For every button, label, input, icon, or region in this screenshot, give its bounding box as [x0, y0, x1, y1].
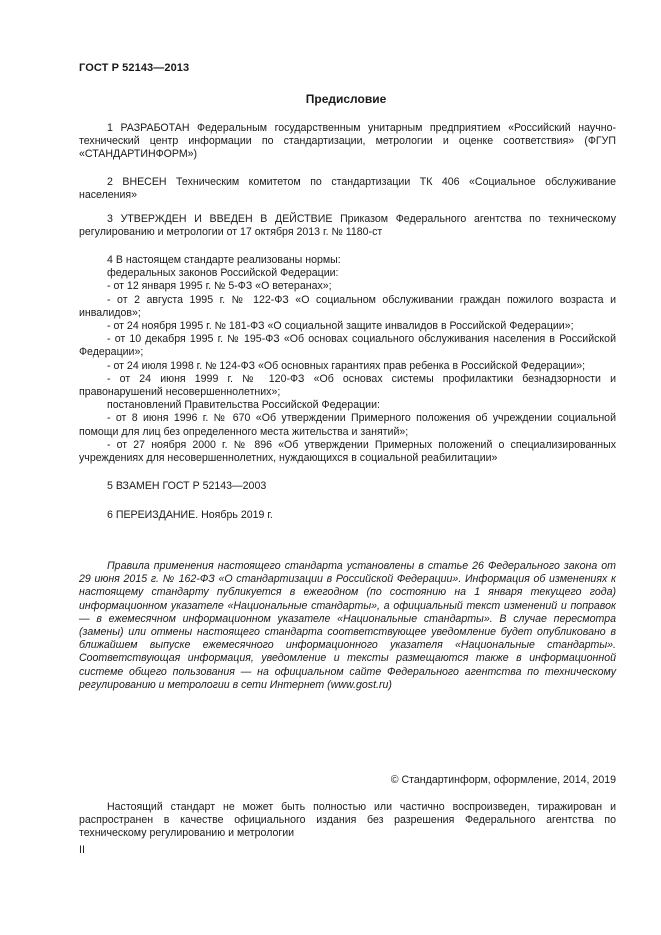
item-approved — [79, 213, 616, 239]
law-entry: - от 24 ноября 1995 г. № 181-ФЗ «О социальной защите инвалидов в Российской Федерации»; — [107, 320, 574, 333]
item-6-text: 6 ПЕРЕИЗДАНИЕ. Ноябрь 2019 г. — [107, 509, 273, 521]
decree-entry: - от 27 ноября 2000 г. № 896 «Об утверждении Примерных положений о специализированных учреждениях для несовершеннолетних, нуждающихся в социальной реабилитации» — [79, 438, 616, 465]
law-entry: - от 12 января 1995 г. № 5-ФЗ «О ветеранах»; — [107, 280, 332, 293]
item-introduced — [79, 176, 616, 202]
page-number: II — [79, 844, 85, 856]
standard-code-header: ГОСТ Р 52143—2013 — [79, 62, 190, 74]
copyright-line: © Стандартинформ, оформление, 2014, 2019 — [390, 774, 616, 786]
reproduction-text: Настоящий стандарт не может быть полностью или частично воспроизведен, тиражирован и распространен в качестве официального издания без разрешения Федерального агентства по техническому регулированию и метрологии — [79, 801, 616, 840]
law-entry: - от 24 июня 1999 г. № 120-ФЗ «Об основах системы профилактики безнадзорности и правонарушений несовершеннолетних»; — [79, 372, 616, 399]
item-1-text: 1 РАЗРАБОТАН Федеральным государственным унитарным предприятием «Российский научно-технический центр информации по стандартизации, метрологии и оценке соответствия» (ФГУП «СТАНДАРТИНФОРМ») — [79, 122, 616, 161]
section-title: Предисловие — [305, 92, 387, 106]
item-replaces — [79, 480, 616, 493]
federal-laws-label: федеральных законов Российской Федерации: — [107, 267, 339, 280]
item-3-text: 3 УТВЕРЖДЕН И ВВЕДЕН В ДЕЙСТВИЕ Приказом Федерального агентства по техническому регулированию и метрологии от 17 октября 2013 г. № 1180-ст — [79, 213, 616, 239]
item-4-text: 4 В настоящем стандарте реализованы нормы: — [107, 254, 341, 266]
reproduction-notice — [79, 801, 616, 841]
government-decrees-label: постановлений Правительства Российской Федерации: — [107, 399, 380, 412]
item-reissue — [79, 509, 616, 522]
item-2-text: 2 ВНЕСЕН Техническим комитетом по стандартизации ТК 406 «Социальное обслуживание населения» — [79, 176, 616, 202]
item-5-text: 5 ВЗАМЕН ГОСТ Р 52143—2003 — [107, 480, 267, 492]
decree-entry: - от 8 июня 1996 г. № 670 «Об утверждении Примерного положения об учреждении социальной помощи для лиц без определенного места жительства и занятий»; — [79, 412, 616, 438]
law-entry: - от 2 августа 1995 г. № 122-ФЗ «О социальном обслуживании граждан пожилого возраста и инвалидов»; — [79, 293, 616, 319]
application-rules-notice — [79, 560, 616, 692]
law-entry: - от 24 июля 1998 г. № 124-ФЗ «Об основных гарантиях прав ребенка в Российской Федерации»; — [107, 359, 586, 372]
notice-text: Правила применения настоящего стандарта установлены в статье 26 Федерального закона от 29 июня 2015 г. № 162-ФЗ «О стандартизации в Российской Федерации». Информация об изменениях к настоящему стандарту публикуется в ежегодном (по состоянию на 1 января текущего года) информационном указателе «Национальные стандарты», а официальный текст изменений и поправок — в ежемесячном информационном указателе «Национальные стандарты». В случае пересмотра (замены) или отмены настоящего стандарта соответствующее уведомление будет опубликовано в ближайшем выпуске ежемесячного информационного указателя «Национальные стандарты». Соответствующая информация, уведомление и тексты размещаются также в информационной системе общего пользования — на официальном сайте Федерального агентства по техническому регулированию и метрологии в сети Интернет (www.gost.ru) — [79, 560, 616, 691]
item-norms — [79, 254, 616, 465]
item-developed — [79, 122, 616, 162]
law-entry: - от 10 декабря 1995 г. № 195-ФЗ «Об основах социального обслуживания населения в Российской Федерации»; — [79, 333, 616, 359]
